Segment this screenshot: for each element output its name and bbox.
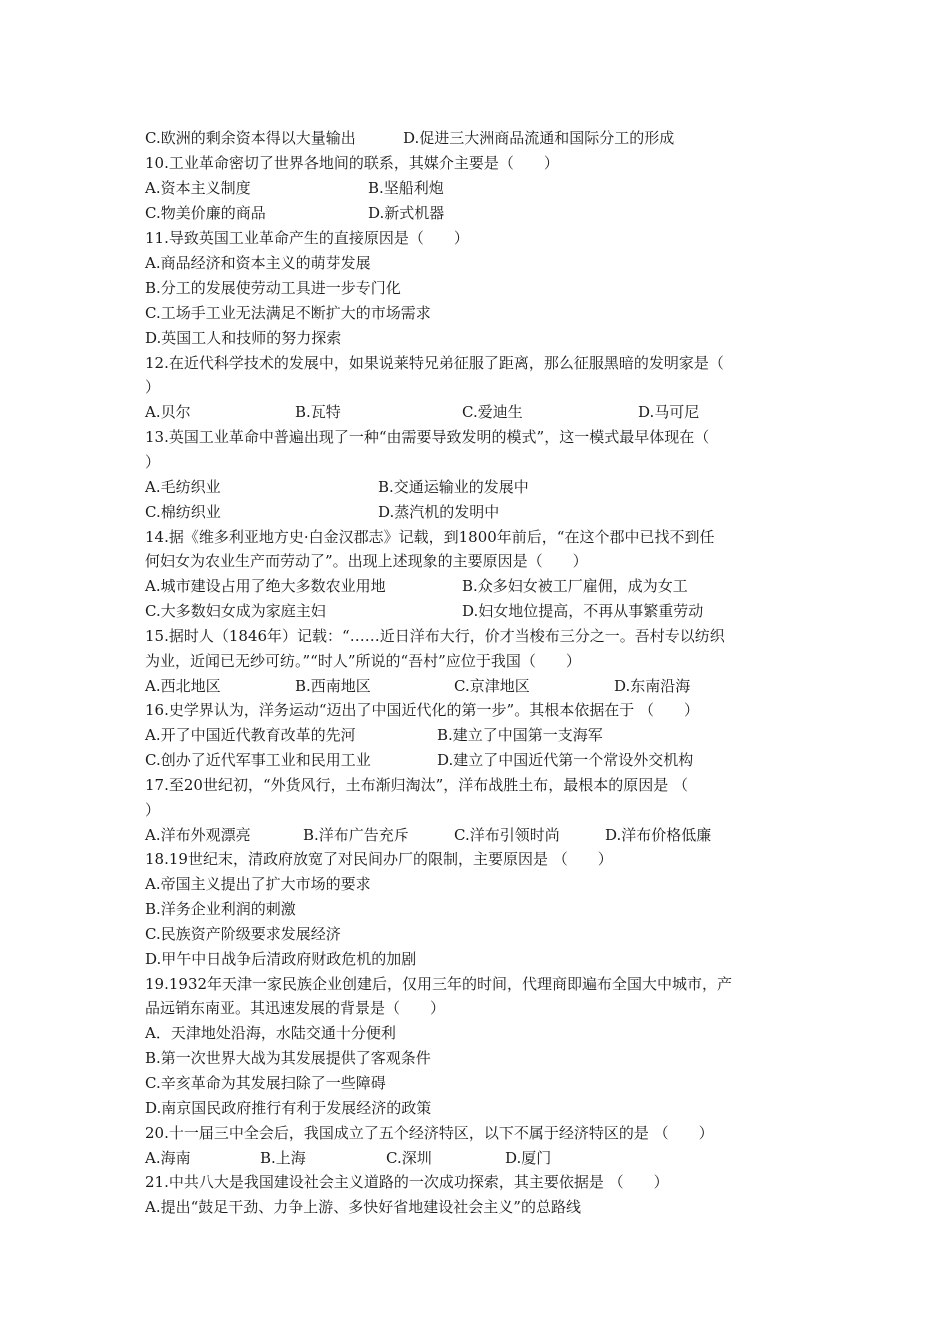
question-19: 19.1932年天津一家民族企业创建后，仅用三年的时间，代理商即遍布全国大中城市，产: [145, 975, 733, 993]
q12-option-b: B.瓦特: [295, 403, 341, 421]
q20-option-b: B.上海: [260, 1149, 306, 1167]
question-16: 16.史学界认为，洋务运动“迈出了中国近代化的第一步”。其根本依据在于 （ ）: [145, 701, 699, 719]
q13-option-b: B.交通运输业的发展中: [378, 478, 529, 496]
q11-option-b: B.分工的发展使劳动工具进一步专门化: [145, 279, 401, 297]
q12-option-c: C.爱迪生: [462, 403, 523, 421]
q14-option-b: B.众多妇女被工厂雇佣，成为女工: [462, 577, 688, 595]
question-15-cont: 为业，近闻已无纱可纺。”“时人”所说的“吾村”应位于我国（ ）: [145, 652, 581, 670]
question-12-cont: ）: [145, 378, 161, 396]
question-14-cont: 何妇女为农业生产而劳动了”。出现上述现象的主要原因是（ ）: [145, 552, 588, 570]
q15-option-c: C.京津地区: [454, 677, 530, 695]
q20-option-a: A.海南: [145, 1149, 191, 1167]
question-10: 10.工业革命密切了世界各地间的联系，其媒介主要是（ ）: [145, 154, 559, 172]
q18-option-c: C.民族资产阶级要求发展经济: [145, 925, 341, 943]
q10-option-a: A.资本主义制度: [145, 179, 251, 197]
q20-option-c: C.深圳: [386, 1149, 432, 1167]
q20-option-d: D.厦门: [505, 1149, 552, 1167]
q11-option-a: A.商品经济和资本主义的萌芽发展: [145, 254, 371, 272]
q19-option-a: A．天津地处沿海，水陆交通十分便利: [145, 1024, 396, 1042]
q17-option-d: D.洋布价格低廉: [605, 826, 712, 844]
q15-option-a: A.西北地区: [145, 677, 221, 695]
question-20: 20.十一届三中全会后，我国成立了五个经济特区，以下不属于经济特区的是 （ ）: [145, 1124, 714, 1142]
question-19-cont: 品远销东南亚。其迅速发展的背景是（ ）: [145, 999, 446, 1017]
q10-option-c: C.物美价廉的商品: [145, 204, 266, 222]
q13-option-c: C.棉纺织业: [145, 503, 221, 521]
q12-option-d: D.马可尼: [638, 403, 700, 421]
q12-option-a: A.贝尔: [145, 403, 191, 421]
q15-option-b: B.西南地区: [295, 677, 371, 695]
q14-option-d: D.妇女地位提高，不再从事繁重劳动: [462, 602, 704, 620]
q16-option-b: B.建立了中国第一支海军: [437, 726, 603, 744]
q17-option-b: B.洋布广告充斥: [303, 826, 409, 844]
question-15: 15.据时人（1846年）记载：“……近日洋布大行，价才当梭布三分之一。吾村专以纺织: [145, 627, 725, 645]
q15-option-d: D.东南沿海: [614, 677, 691, 695]
q11-option-d: D.英国工人和技师的努力探索: [145, 329, 342, 347]
q18-option-a: A.帝国主义提出了扩大市场的要求: [145, 875, 371, 893]
q9-option-c: C.欧洲的剩余资本得以大量输出: [145, 129, 356, 147]
q16-option-a: A.开了中国近代教育改革的先河: [145, 726, 356, 744]
q18-option-d: D.甲午中日战争后清政府财政危机的加剧: [145, 950, 417, 968]
q19-option-c: C.辛亥革命为其发展扫除了一些障碍: [145, 1074, 386, 1092]
question-17: 17.至20世纪初，“外货风行，土布渐归淘汰”，洋布战胜土布，最根本的原因是 （: [145, 776, 689, 794]
q14-option-a: A.城市建设占用了绝大多数农业用地: [145, 577, 386, 595]
question-18: 18.19世纪末，清政府放宽了对民间办厂的限制，主要原因是 （ ）: [145, 850, 613, 868]
q14-option-c: C.大多数妇女成为家庭主妇: [145, 602, 326, 620]
q16-option-c: C.创办了近代军事工业和民用工业: [145, 751, 371, 769]
q19-option-d: D.南京国民政府推行有利于发展经济的政策: [145, 1099, 432, 1117]
q19-option-b: B.第一次世界大战为其发展提供了客观条件: [145, 1049, 431, 1067]
q21-option-a: A.提出“鼓足干劲、力争上游、多快好省地建设社会主义”的总路线: [145, 1198, 581, 1216]
question-11: 11.导致英国工业革命产生的直接原因是（ ）: [145, 229, 469, 247]
q18-option-b: B.洋务企业利润的刺激: [145, 900, 296, 918]
q17-option-a: A.洋布外观漂亮: [145, 826, 251, 844]
q10-option-b: B.坚船利炮: [368, 179, 444, 197]
q10-option-d: D.新式机器: [368, 204, 445, 222]
question-12: 12.在近代科学技术的发展中，如果说莱特兄弟征服了距离，那么征服黑暗的发明家是（: [145, 354, 724, 372]
question-13-cont: ）: [145, 453, 161, 471]
q16-option-d: D.建立了中国近代第一个常设外交机构: [437, 751, 694, 769]
q9-option-d: D.促进三大洲商品流通和国际分工的形成: [403, 129, 675, 147]
question-17-cont: ）: [145, 801, 161, 819]
question-14: 14.据《维多利亚地方史·白金汉郡志》记载，到1800年前后，“在这个郡中已找不到任: [145, 528, 715, 546]
question-21: 21.中共八大是我国建设社会主义道路的一次成功探索，其主要依据是 （ ）: [145, 1173, 669, 1191]
q13-option-d: D.蒸汽机的发明中: [378, 503, 500, 521]
question-13: 13.英国工业革命中普遍出现了一种“由需要导致发明的模式”，这一模式最早体现在（: [145, 428, 710, 446]
q17-option-c: C.洋布引领时尚: [454, 826, 560, 844]
q13-option-a: A.毛纺织业: [145, 478, 221, 496]
q11-option-c: C.工场手工业无法满足不断扩大的市场需求: [145, 304, 431, 322]
